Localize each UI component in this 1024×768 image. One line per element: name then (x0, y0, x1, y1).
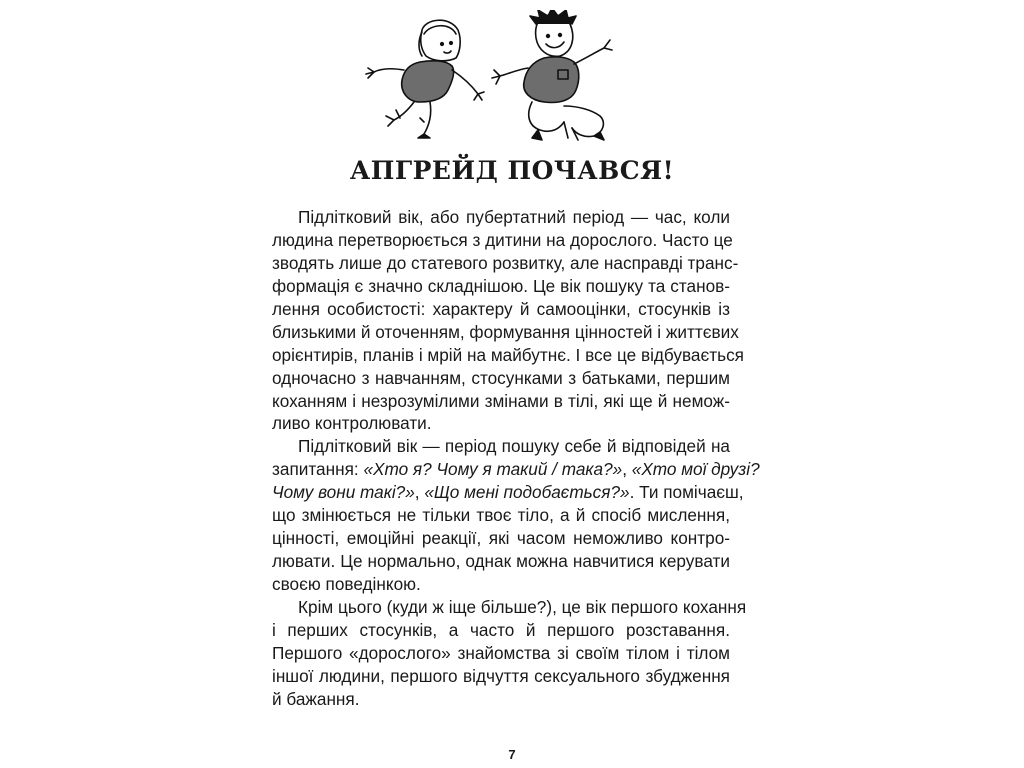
text-line: лення особистості: характеру й самооцінки, стосунків із (272, 298, 730, 319)
text-line: коханням і незрозумілими змінами в тілі, які ще й немож- (272, 390, 730, 411)
text-line: орієнтирів, планів і мрій на майбутнє. І все це відбувається (272, 344, 744, 365)
text-line: своєю поведінкою. (272, 574, 421, 594)
text-line: ливо контролювати. (272, 413, 432, 434)
text-line: і перших стосунків, а часто й першого розставання. (272, 619, 730, 640)
text-line: людина перетворюється з дитини на дорослого. Часто це (272, 229, 733, 250)
text-line: лювати. Це нормально, однак можна навчитися керувати (272, 551, 730, 572)
quote-italic: «Хто мої друзі? (631, 459, 760, 480)
text-line: Підлітковий вік — період пошуку себе й відповідей на (298, 436, 730, 457)
text-line: Підлітковий вік, або пубертатний період — час, коли (298, 207, 730, 227)
text-line: що змінюється не тільки твоє тіло, а й спосіб мислення, (272, 505, 730, 526)
text-line: формація є значно складнішою. Це вік пошуку та станов- (272, 275, 730, 296)
two-jumping-teens-drawing (360, 10, 660, 145)
text-line: Першого «дорослого» знайомства зі своїм тілом і тілом (272, 642, 730, 663)
quote-italic: «Що мені подобається?» (424, 482, 630, 503)
text-line: Крім цього (куди ж іще більше?), це вік першого кохання (298, 596, 747, 617)
quote-italic: «Хто я? Чому я такий / така?» (363, 459, 623, 480)
text-line: цінності, емоційні реакції, які часом неможливо контро- (272, 528, 730, 549)
text-line: одночасно з навчанням, стосунками з батьками, першим (272, 367, 730, 388)
text-line: іншої людини, першого відчуття сексуального збудження (272, 665, 730, 686)
body-text (272, 206, 760, 711)
text-line: й бажання. (272, 688, 360, 709)
text-line-italic-mixed: запитання: «Хто я? Чому я такий / така?», «Хто мої друзі? (272, 459, 760, 480)
page-number: 7 (508, 747, 516, 762)
chapter-title: АПГРЕЙД ПОЧАВСЯ! (349, 156, 675, 185)
quote-italic: Чому вони такі?» (272, 482, 415, 503)
text-line: близькими й оточенням, формування цінностей і життєвих (272, 321, 739, 342)
text-line-italic-mixed: Чому вони такі?», «Що мені подобається?». Ти помічаєш, (272, 482, 744, 503)
text-line: зводять лише до статевого розвитку, але насправді транс- (272, 252, 739, 273)
chapter-illustration (360, 10, 660, 145)
